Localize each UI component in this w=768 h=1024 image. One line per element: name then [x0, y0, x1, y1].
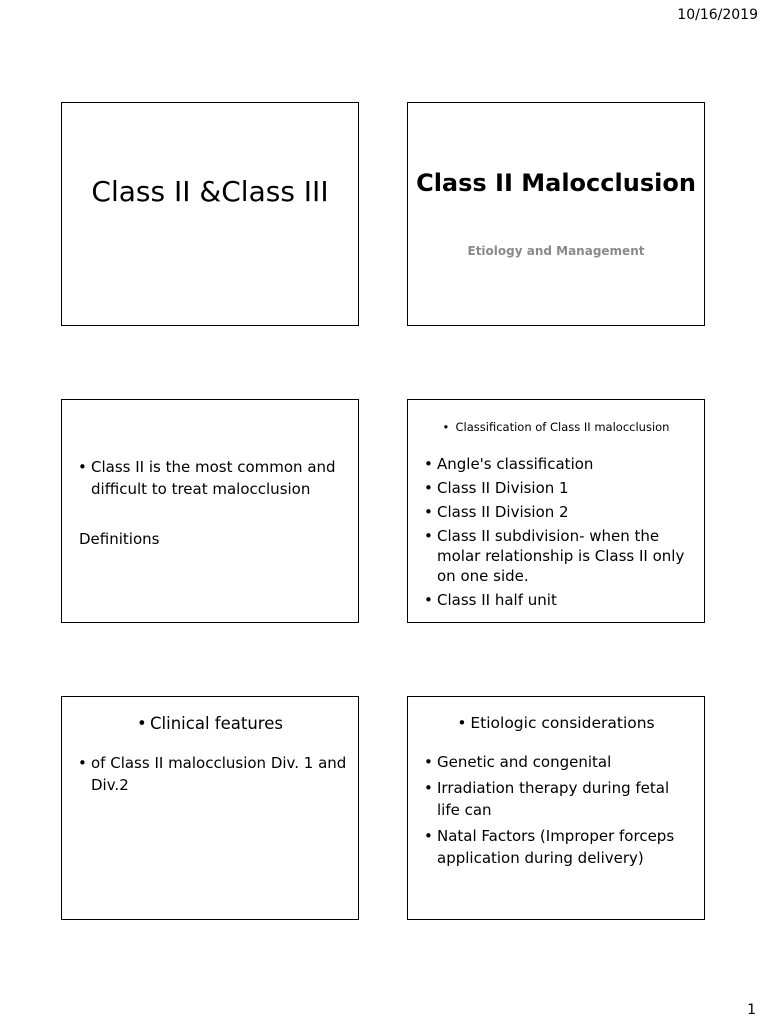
handout-date: 10/16/2019 — [677, 7, 758, 23]
slide-heading — [408, 714, 704, 732]
bullet-item: • Natal Factors (Improper forceps application during delivery) — [424, 825, 696, 869]
bullet-item: • Class II subdivision- when the molar relationship is Class II only on one side. — [424, 526, 698, 586]
slide-heading — [408, 420, 704, 434]
bullet-item: • Class II Division 2 — [424, 502, 698, 522]
bullet-item: • of Class II malocclusion Div. 1 and Div.2 — [78, 752, 350, 796]
slide-text: Definitions — [79, 530, 160, 548]
slide-subtitle: Etiology and Management — [467, 244, 645, 258]
slide-4 — [407, 399, 705, 623]
bullet-list — [78, 456, 344, 500]
heading-bullet: • Classification of Class II malocclusion — [443, 420, 670, 434]
bullet-item: • Irradiation therapy during fetal life can — [424, 777, 696, 821]
slide-6 — [407, 696, 705, 920]
heading-bullet: • Etiologic considerations — [457, 714, 654, 732]
heading-bullet: • Clinical features — [137, 714, 283, 733]
bullet-list — [78, 752, 350, 796]
slide-5 — [61, 696, 359, 920]
slide-2 — [407, 102, 705, 326]
slide-1 — [61, 102, 359, 326]
slide-title: Class II Malocclusion — [416, 169, 696, 197]
bullet-list — [424, 751, 696, 873]
slide-3 — [61, 399, 359, 623]
bullet-item: • Class II is the most common and difficult to treat malocclusion — [78, 456, 344, 500]
bullet-item: • Class II half unit — [424, 590, 698, 610]
slide-title: Class II &Class III — [91, 175, 329, 208]
bullet-list — [424, 454, 698, 614]
slide-heading — [62, 714, 358, 733]
bullet-item: • Class II Division 1 — [424, 478, 698, 498]
bullet-item: • Angle's classification — [424, 454, 698, 474]
bullet-item: • Genetic and congenital — [424, 751, 696, 773]
page-number: 1 — [747, 1002, 756, 1018]
